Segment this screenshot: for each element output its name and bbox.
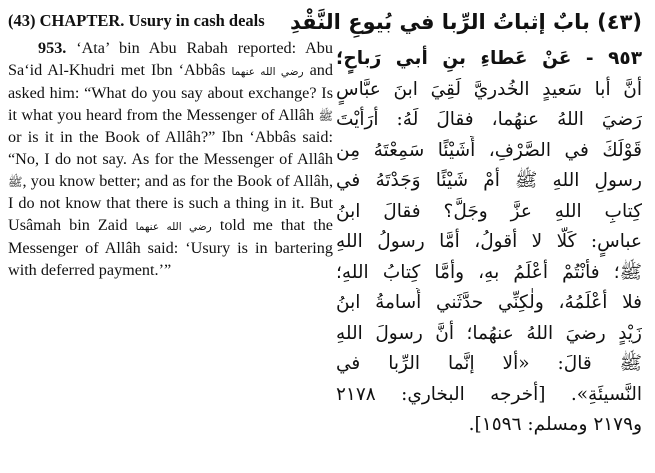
arabic-column [289,4,642,441]
salawat-symbol: ﷺ [8,174,23,189]
text-segment: or is it in the Book of Allâh?” Ibn ‘Abbâs said: “No, I do not say. As for the Messenger of Allâh [8,128,333,168]
arabic-line: ٩٥٣ - عَنْ عَطاءِ بنِ أبي رَباحٍ؛ [336,48,642,69]
arabic-line: فلا أعْلَمُهُ، ولٰكِنِّي حدَّثَني أُسامةُ ابنُ [336,292,642,313]
arabic-line: ﷺ قالَ: «ألا إنَّما الرِّبا في [336,353,642,374]
arabic-line: رَضيَ اللهُ عنهُما، فقالَ لَهُ: أرَأيْتَ [336,109,642,130]
arabic-line: قَوْلَكَ في الصَّرْفِ، أَشَيْئًا سَمِعْتَهُ مِن [336,139,642,161]
text-segment: and asked him: “What do you say about exchange? Is it what you heard from the Messenger of Allâh [8,60,333,124]
honorific-radiallahu-anhuma: رضي الله عنهما [231,65,304,78]
arabic-line: رسولِ اللهِ ﷺ أمْ شَيْئًا وَجَدْتَهُ في [336,170,642,191]
arabic-line: كِتابِ اللهِ عزَّ وجَلَّ؟ فقالَ ابنُ [336,200,642,222]
english-hadith-text [8,38,333,282]
english-column [8,10,333,282]
english-chapter-heading: (43) CHAPTER. Usury in cash deals [8,11,265,30]
arabic-line: النَّسيئَةِ». [أخرجه البخاري: ٢١٧٨ [336,383,642,405]
hadith-number: 953. [38,39,67,57]
text-segment: told me that the Messenger of Allâh said: ‘Usury is in bartering with deferred payment.’” [8,215,333,279]
arabic-chapter-heading: (٤٣) بابٌ إثباتُ الرِّبا في بُيوعِ النَّقْدِ [289,10,642,34]
arabic-line: ﷺ؛ فأنْتُمْ أعْلَمُ بهِ، وأمَّا كِتابُ اللهِ؛ [336,261,642,283]
arabic-line: و٢١٧٩ ومسلم: ١٥٩٦]. [468,414,642,435]
salawat-symbol: ﷺ [318,108,333,123]
text-segment: , you know better; and as for the Book of Allâh, I do not know that there is such a thing in it. But Usâmah bin Zaid [8,171,333,234]
arabic-line: أنَّ أبا سَعيدٍ الخُدريَّ لَقِيَ ابنَ عبَّاسٍ [336,78,642,100]
arabic-line: زَيْدٍ رضيَ اللهُ عنهُما؛ أنَّ رسولَ اللهِ [336,322,642,344]
honorific-radiallahu-anhuma: رضي الله عنهما [135,220,212,233]
text-segment: ‘Ata’ bin Abu Rabah reported: Abu Sa‘id Al-Khudri met Ibn ‘Abbâs [8,39,333,79]
arabic-line: عباسٍ: كَلَّا لا أقولُ، أمَّا رسولُ اللهِ [336,231,642,252]
